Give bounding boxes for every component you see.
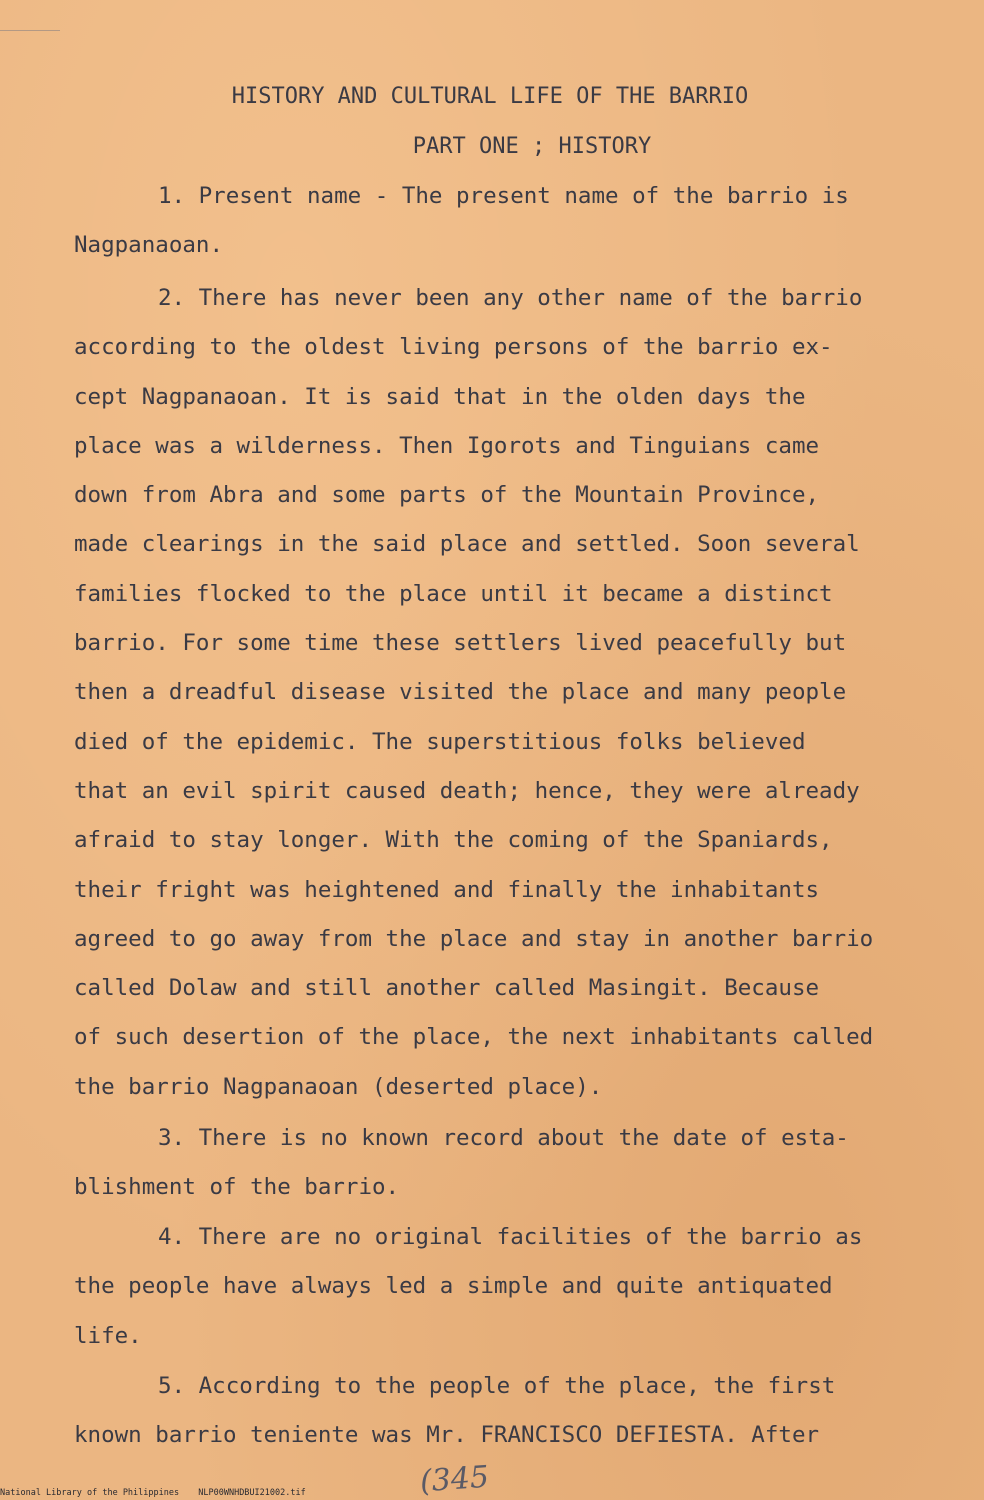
text-line: 2. There has never been any other name of the barrio	[158, 285, 863, 311]
text-line: place was a wilderness. Then Igorots and Tinguians came	[74, 432, 820, 459]
text-line: then a dreadful disease visited the place and many people	[74, 679, 847, 706]
text-line: that an evil spirit caused death; hence, they were already	[74, 777, 860, 804]
text-line: 4. There are no original facilities of the barrio as	[158, 1224, 863, 1250]
text-line: known barrio teniente was Mr. FRANCISCO DEFIESTA. After	[74, 1422, 820, 1449]
text-line: afraid to stay longer. With the coming of the Spaniards,	[74, 827, 833, 854]
text-line: down from Abra and some parts of the Mountain Province,	[74, 482, 820, 509]
text-line: 3. There is no known record about the date of esta-	[158, 1125, 849, 1151]
scan-footer	[0, 1488, 320, 1498]
text-line: Nagpanaoan.	[74, 232, 224, 259]
text-line: families flocked to the place until it became a distinct	[74, 580, 833, 607]
footer-filename: NLP00WNHDBUI21002.tif	[198, 1488, 306, 1498]
text-line: agreed to go away from the place and stay in another barrio	[74, 925, 874, 952]
footer-institution: National Library of the Philippines	[0, 1488, 180, 1498]
text-line: died of the epidemic. The superstitious folks believed	[74, 728, 806, 755]
paragraph-2	[74, 274, 954, 1112]
text-line: barrio. For some time these settlers lived peacefully but	[74, 630, 847, 657]
text-line: called Dolaw and still another called Masingit. Because	[74, 975, 820, 1002]
text-line: blishment of the barrio.	[74, 1174, 400, 1201]
text-line: 1. Present name - The present name of the barrio is	[158, 183, 849, 209]
text-line: the barrio Nagpanaoan (deserted place).	[74, 1073, 603, 1100]
text-line: cept Nagpanaoan. It is said that in the olden days the	[74, 383, 806, 410]
corner-mark	[0, 0, 60, 31]
document-subtitle: PART ONE ; HISTORY	[412, 134, 652, 159]
text-line: life.	[74, 1322, 142, 1349]
text-line: 5. According to the people of the place, the first	[158, 1373, 836, 1399]
handwritten-page-number: (345	[418, 1459, 491, 1500]
text-line: the people have always led a simple and quite antiquated	[74, 1273, 833, 1300]
paragraph-3	[74, 1114, 954, 1213]
text-line: according to the oldest living persons of the barrio ex-	[74, 334, 833, 361]
paragraph-4	[74, 1213, 954, 1361]
text-line: of such desertion of the place, the next inhabitants called	[74, 1024, 874, 1051]
text-line: their fright was heightened and finally the inhabitants	[74, 876, 820, 903]
paragraph-1	[74, 172, 954, 271]
text-line: made clearings in the said place and settled. Soon several	[74, 531, 860, 558]
paragraph-5	[74, 1362, 954, 1461]
document-title: HISTORY AND CULTURAL LIFE OF THE BARRIO	[231, 84, 749, 109]
